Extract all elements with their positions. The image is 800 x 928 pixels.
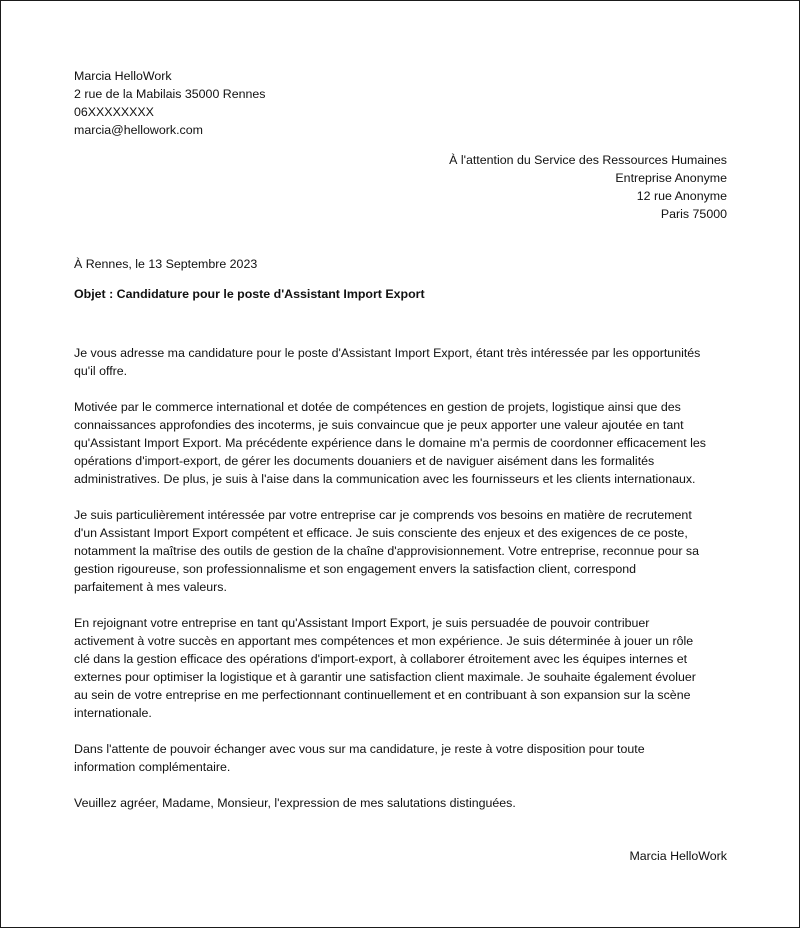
letter-body bbox=[74, 344, 734, 812]
recipient-company: Entreprise Anonyme bbox=[615, 171, 727, 185]
paragraph-line: au sein de votre entreprise en me perfectionnant continuellement et en contribuant à son expansion sur la scène bbox=[74, 688, 691, 702]
paragraph-line: Motivée par le commerce international et dotée de compétences en gestion de projets, logistique ainsi que des bbox=[74, 400, 681, 414]
paragraph-line: qu'il offre. bbox=[74, 364, 128, 378]
recipient-attention: À l'attention du Service des Ressources Humaines bbox=[449, 153, 727, 167]
sender-street-address: 2 rue de la Mabilais 35000 Rennes bbox=[74, 87, 266, 101]
sender-name: Marcia HelloWork bbox=[74, 69, 172, 83]
paragraph-line: En rejoignant votre entreprise en tant qu'Assistant Import Export, je suis persuadée de pouvoir contribuer bbox=[74, 616, 650, 630]
body-paragraph bbox=[74, 344, 734, 380]
paragraph-line: Je vous adresse ma candidature pour le poste d'Assistant Import Export, étant très intéressée par les opportunités bbox=[74, 346, 701, 360]
paragraph-line: externes pour optimiser la logistique et à garantir une satisfaction client maximale. Je souhaite également évoluer bbox=[74, 670, 696, 684]
paragraph-line: information complémentaire. bbox=[74, 760, 231, 774]
paragraph-line: internationale. bbox=[74, 706, 152, 720]
letter-subject: Objet : Candidature pour le poste d'Assistant Import Export bbox=[74, 287, 425, 301]
sender-address-block bbox=[74, 67, 266, 139]
paragraph-line: Veuillez agréer, Madame, Monsieur, l'expression de mes salutations distinguées. bbox=[74, 796, 516, 810]
signature: Marcia HelloWork bbox=[629, 849, 727, 863]
paragraph-line: opérations d'import-export, de gérer les documents douaniers et de naviguer aisément dans les formalités bbox=[74, 454, 655, 468]
paragraph-line: activement à votre succès en apportant mes compétences et mon expérience. Je suis déterminée à jouer un rôle bbox=[74, 634, 694, 648]
paragraph-line: Dans l'attente de pouvoir échanger avec vous sur ma candidature, je reste à votre disposition pour toute bbox=[74, 742, 645, 756]
letter-date: À Rennes, le 13 Septembre 2023 bbox=[74, 257, 258, 271]
sender-email: marcia@hellowork.com bbox=[74, 123, 203, 137]
paragraph-line: connaissances approfondies des incoterms, je suis convaincue que je peux apporter une valeur ajoutée en tant bbox=[74, 418, 684, 432]
paragraph-line: administratives. De plus, je suis à l'aise dans la communication avec les fournisseurs et les clients internationaux. bbox=[74, 472, 696, 486]
closing-paragraph bbox=[74, 794, 734, 812]
paragraph-line: notamment la maîtrise des outils de gestion de la chaîne d'approvisionnement. Votre entreprise, reconnue pour sa bbox=[74, 544, 700, 558]
recipient-street: 12 rue Anonyme bbox=[636, 189, 727, 203]
paragraph-line: Je suis particulièrement intéressée par votre entreprise car je comprends vos besoins en matière de recrutement bbox=[74, 508, 692, 522]
body-paragraph bbox=[74, 398, 734, 488]
paragraph-line: d'un Assistant Import Export compétent et efficace. Je suis consciente des enjeux et des exigences de ce poste, bbox=[74, 526, 688, 540]
sender-phone: 06XXXXXXXX bbox=[74, 105, 154, 119]
body-paragraph bbox=[74, 614, 734, 722]
paragraph-line: gestion rigoureuse, son professionnalisme et son engagement envers la satisfaction client, correspond bbox=[74, 562, 637, 576]
recipient-address-block bbox=[449, 151, 727, 223]
paragraph-line: parfaitement à mes valeurs. bbox=[74, 580, 227, 594]
body-paragraph bbox=[74, 506, 734, 596]
body-paragraph bbox=[74, 740, 734, 776]
paragraph-line: clé dans la gestion efficace des opérations d'import-export, à collaborer étroitement avec les équipes internes et bbox=[74, 652, 688, 666]
recipient-city: Paris 75000 bbox=[660, 207, 727, 221]
paragraph-line: qu'Assistant Import Export. Ma précédente expérience dans le domaine m'a permis de coordonner efficacement les bbox=[74, 436, 706, 450]
